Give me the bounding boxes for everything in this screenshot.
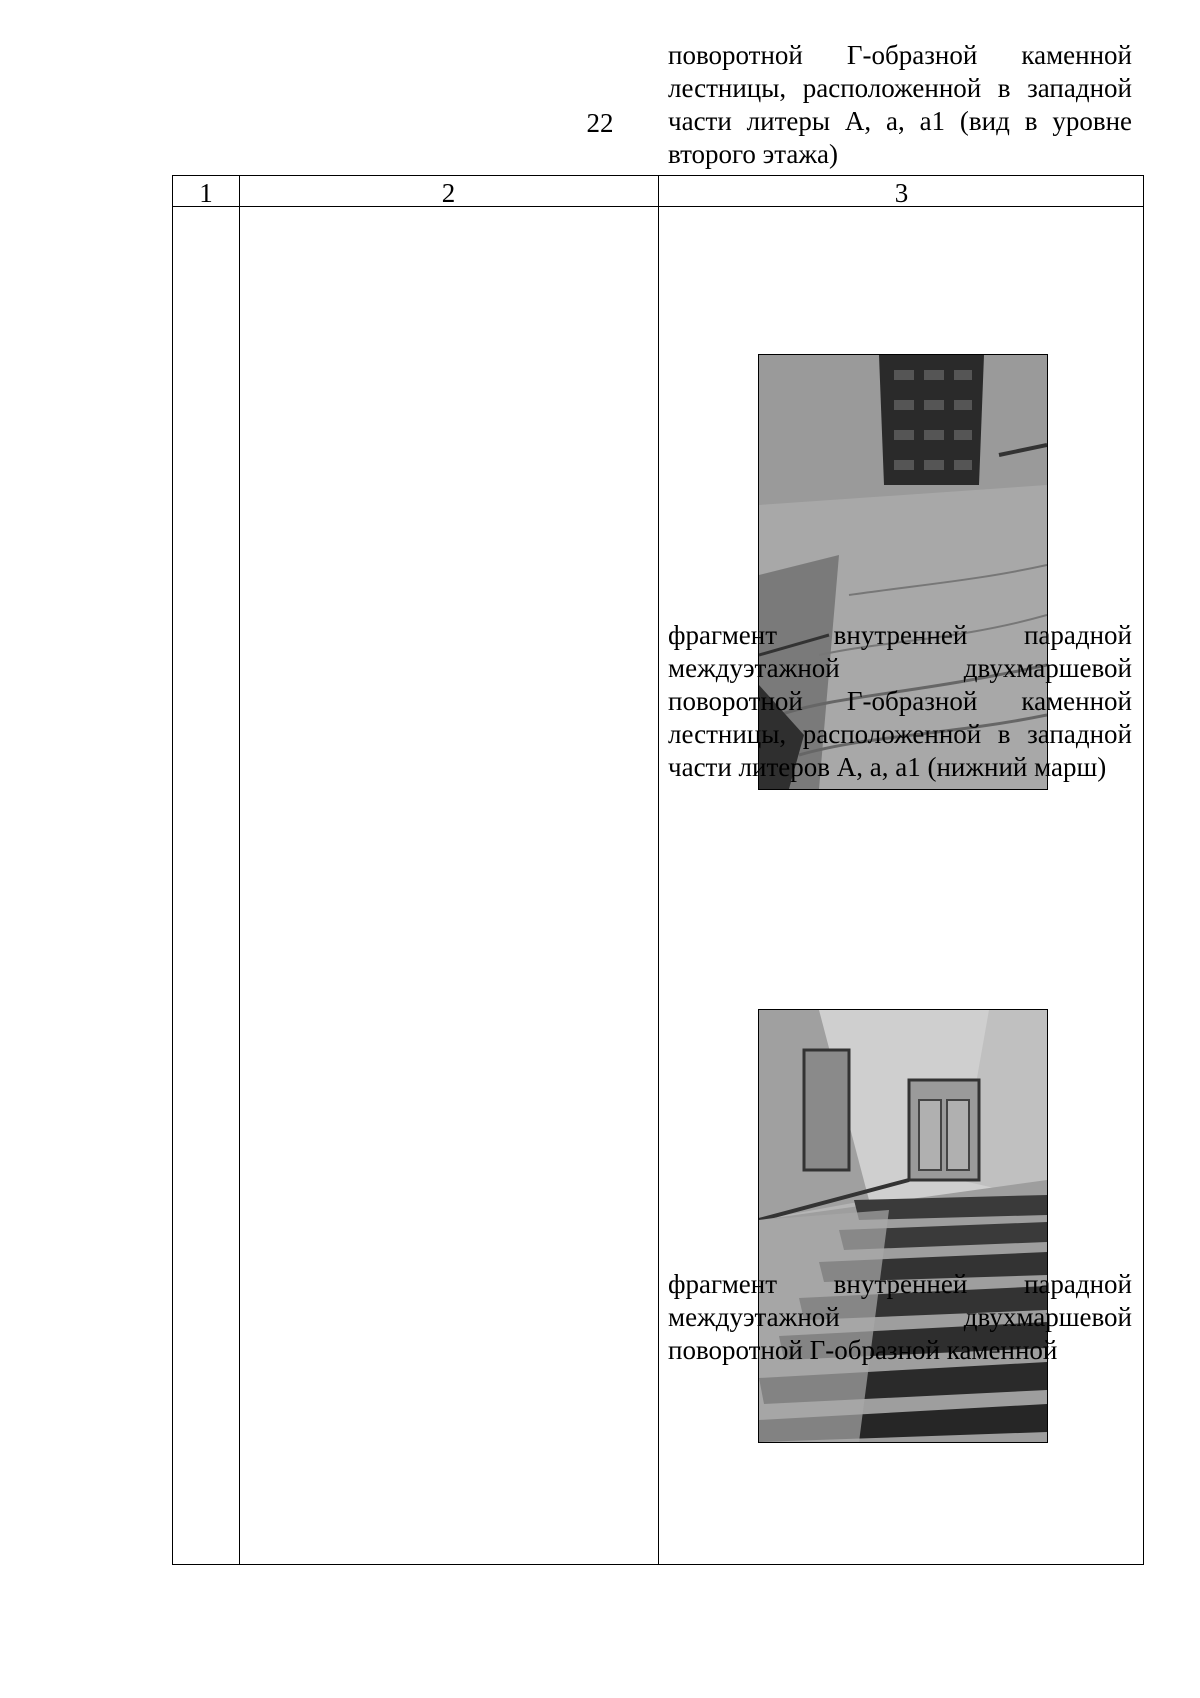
- column-divider-2: [658, 176, 659, 1564]
- staircase-photo-lower: [758, 1009, 1048, 1443]
- column-3-content: [668, 39, 1132, 1365]
- caption-paragraph-2: фрагмент внутренней парадной междуэтажной двухмаршевой поворотной Г-образной каменной лестницы, расположенной в западной части литеров А, а, а1 (нижний марш): [668, 620, 1132, 782]
- column-divider-1: [239, 176, 240, 1564]
- page-number: 22: [586, 108, 614, 138]
- header-cell-2: 2: [441, 178, 456, 208]
- header-cell-3: 3: [894, 178, 909, 208]
- header-divider: [173, 206, 1143, 207]
- caption-paragraph-3: фрагмент внутренней парадной междуэтажной двухмаршевой поворотной Г-образной каменной: [668, 1269, 1132, 1365]
- caption-paragraph-1: поворотной Г-образной каменной лестницы, расположенной в западной части литеры А, а, а1 (вид в уровне второго этажа): [668, 40, 1132, 169]
- header-cell-1: 1: [199, 178, 213, 208]
